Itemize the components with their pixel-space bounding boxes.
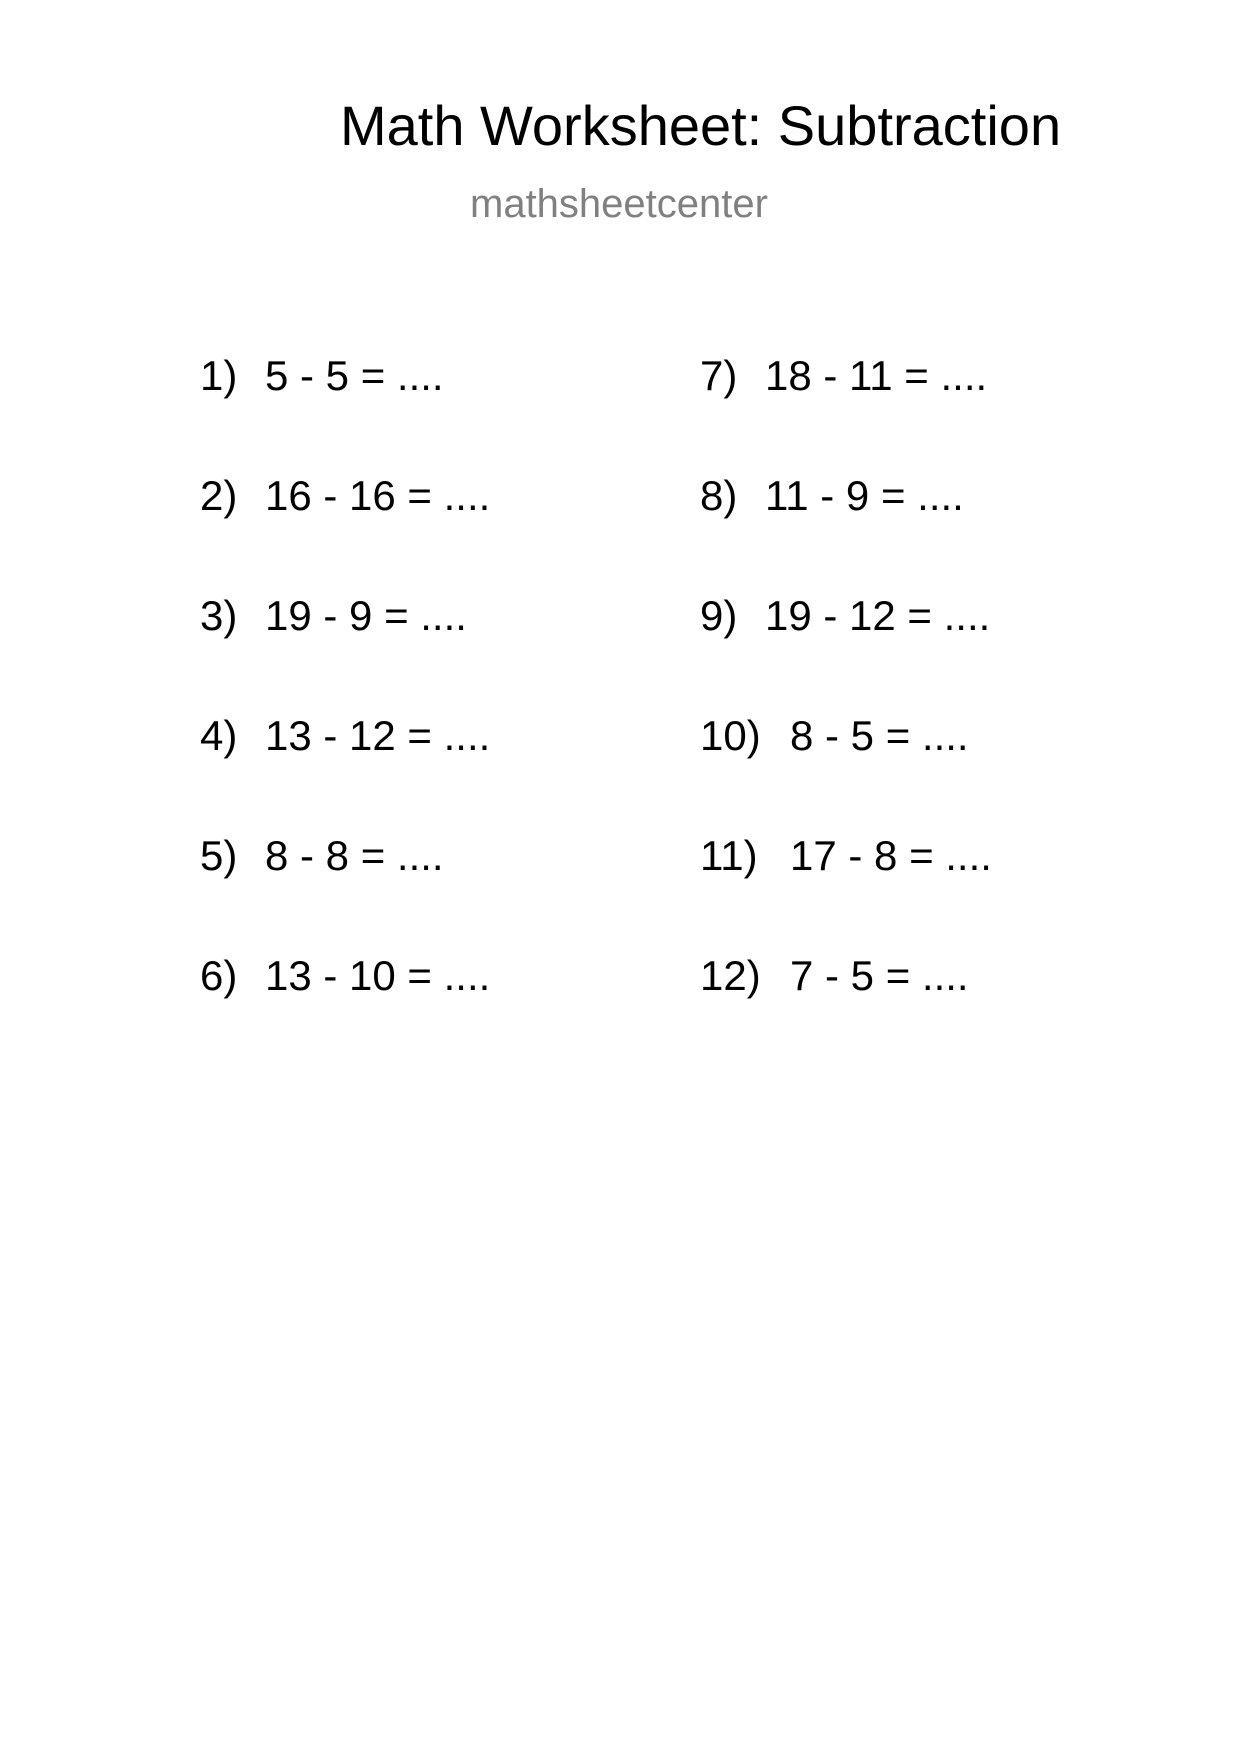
problem-number: 6) xyxy=(200,952,238,999)
problem-item xyxy=(700,352,992,472)
problem-item xyxy=(200,352,490,472)
worksheet-title: Math Worksheet: Subtraction xyxy=(340,94,1062,157)
problem-number: 3) xyxy=(200,592,238,639)
problem-number: 4) xyxy=(200,712,238,759)
problem-expression: 11 - 9 = .... xyxy=(765,472,964,519)
problem-number: 8) xyxy=(700,472,738,519)
problem-item xyxy=(200,832,490,952)
problem-expression: 16 - 16 = .... xyxy=(265,472,491,519)
problem-number: 7) xyxy=(700,352,738,399)
problem-column-left xyxy=(200,352,490,1072)
problem-number: 2) xyxy=(200,472,238,519)
problem-expression: 5 - 5 = .... xyxy=(265,352,444,399)
problem-number: 5) xyxy=(200,832,238,879)
problem-item xyxy=(700,472,992,592)
worksheet-subtitle: mathsheetcenter xyxy=(470,182,768,226)
problem-number: 11) xyxy=(700,832,758,879)
problem-expression: 13 - 12 = .... xyxy=(265,712,491,759)
problem-expression: 7 - 5 = .... xyxy=(790,952,969,999)
problem-number: 9) xyxy=(700,592,738,639)
problem-expression: 13 - 10 = .... xyxy=(265,952,491,999)
problem-expression: 8 - 5 = .... xyxy=(790,712,969,759)
problem-item xyxy=(700,832,992,952)
problem-item xyxy=(200,952,490,1072)
problem-item xyxy=(700,592,992,712)
problem-item xyxy=(200,712,490,832)
problem-number: 1) xyxy=(200,352,238,399)
problem-expression: 17 - 8 = .... xyxy=(790,832,992,879)
problem-expression: 19 - 12 = .... xyxy=(765,592,991,639)
problem-item xyxy=(700,952,992,1072)
problem-item xyxy=(200,592,490,712)
problem-item xyxy=(200,472,490,592)
problem-number: 10) xyxy=(700,712,761,759)
problem-number: 12) xyxy=(700,952,761,999)
problem-expression: 18 - 11 = .... xyxy=(765,352,988,399)
problem-expression: 8 - 8 = .... xyxy=(265,832,444,879)
problem-column-right xyxy=(700,352,992,1072)
problem-item xyxy=(700,712,992,832)
problem-expression: 19 - 9 = .... xyxy=(265,592,467,639)
